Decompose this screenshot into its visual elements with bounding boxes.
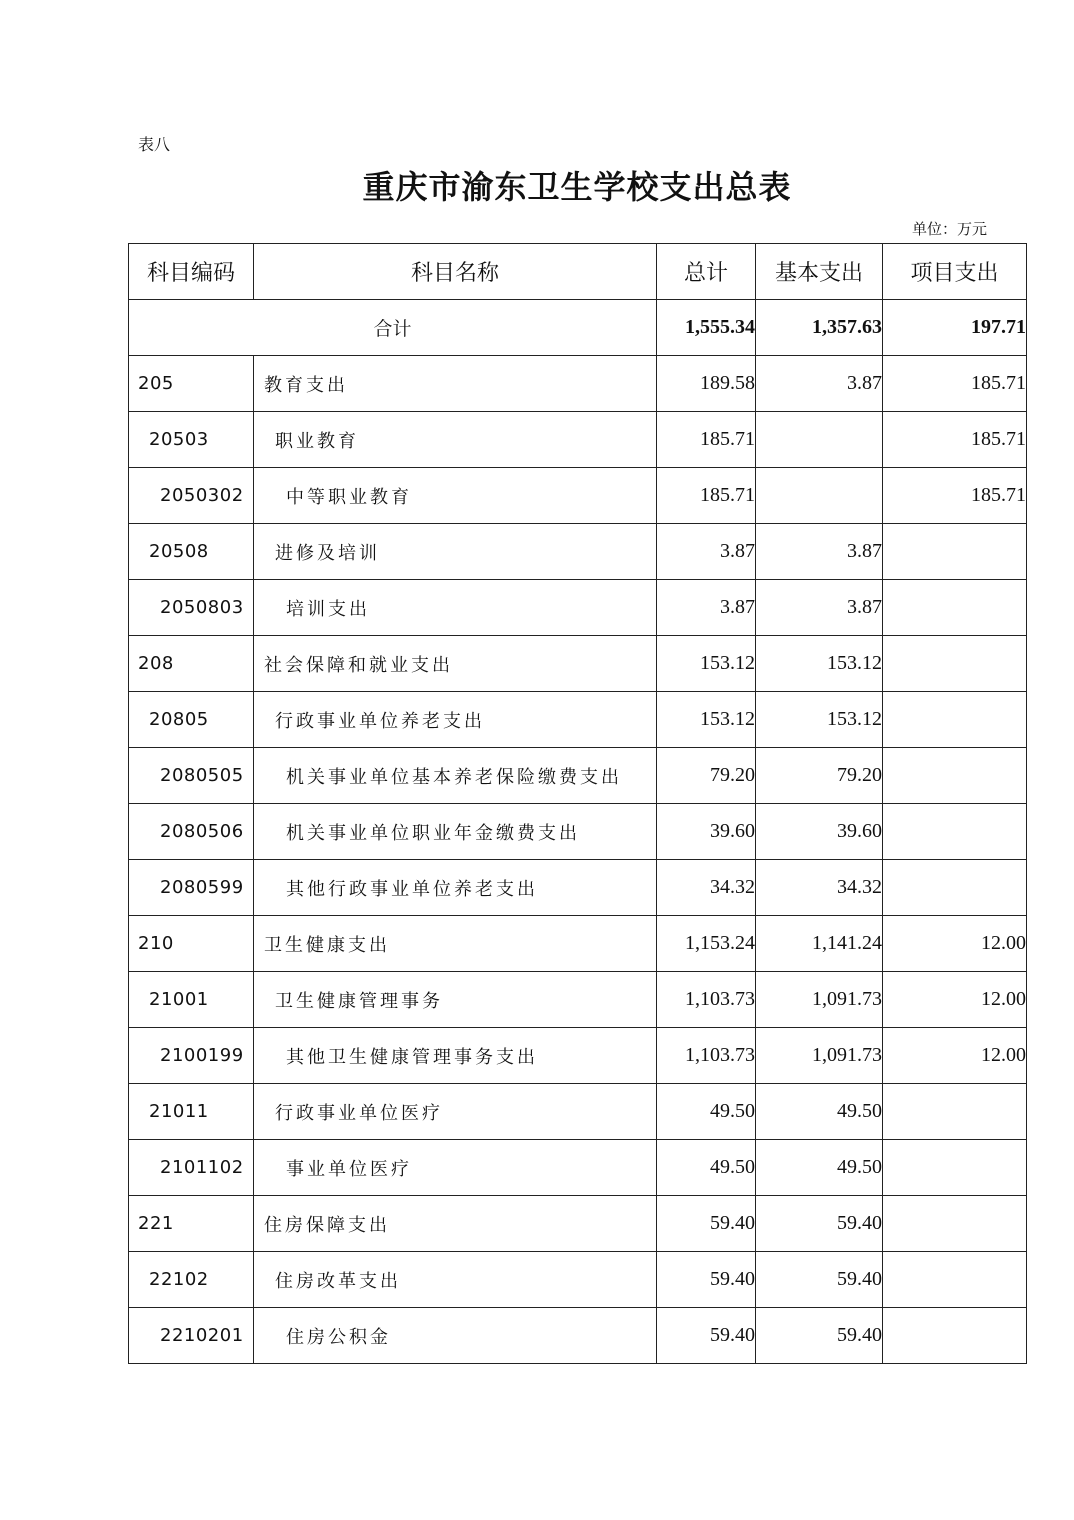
column-header-basic: 基本支出 [756,244,883,300]
row-basic: 59.40 [756,1308,883,1364]
row-name: 机关事业单位基本养老保险缴费支出 [254,748,657,804]
total-row [129,300,1027,356]
row-total: 49.50 [657,1084,756,1140]
row-code: 2050803 [129,580,254,636]
row-total: 153.12 [657,692,756,748]
row-total: 153.12 [657,636,756,692]
row-total: 79.20 [657,748,756,804]
table-row [129,692,1027,748]
total-row-project: 197.71 [883,300,1027,356]
table-row [129,356,1027,412]
page-title: 重庆市渝东卫生学校支出总表 [362,168,792,206]
row-code: 20508 [129,524,254,580]
table-row [129,412,1027,468]
row-total: 49.50 [657,1140,756,1196]
row-project: 185.71 [883,468,1027,524]
row-name: 社会保障和就业支出 [254,636,657,692]
table-row [129,972,1027,1028]
row-code: 20805 [129,692,254,748]
row-total: 3.87 [657,580,756,636]
table-row [129,1252,1027,1308]
row-name: 其他行政事业单位养老支出 [254,860,657,916]
row-code: 2210201 [129,1308,254,1364]
row-basic: 3.87 [756,524,883,580]
table-row [129,1196,1027,1252]
row-total: 189.58 [657,356,756,412]
row-project [883,804,1027,860]
row-basic: 1,091.73 [756,1028,883,1084]
row-basic: 39.60 [756,804,883,860]
row-basic: 49.50 [756,1140,883,1196]
row-basic: 3.87 [756,356,883,412]
total-row-basic: 1,357.63 [756,300,883,356]
table-row [129,1308,1027,1364]
row-total: 39.60 [657,804,756,860]
table-header-row [129,244,1027,300]
row-code: 20503 [129,412,254,468]
row-total: 3.87 [657,524,756,580]
row-name: 职业教育 [254,412,657,468]
row-project [883,580,1027,636]
row-basic: 59.40 [756,1252,883,1308]
table-row [129,916,1027,972]
row-total: 59.40 [657,1196,756,1252]
row-basic: 59.40 [756,1196,883,1252]
row-code: 205 [129,356,254,412]
row-total: 59.40 [657,1252,756,1308]
row-name: 住房保障支出 [254,1196,657,1252]
row-code: 2101102 [129,1140,254,1196]
row-basic [756,412,883,468]
row-code: 21011 [129,1084,254,1140]
row-name: 培训支出 [254,580,657,636]
column-header-project: 项目支出 [883,244,1027,300]
row-basic: 153.12 [756,692,883,748]
unit-label: 单位：万元 [912,220,988,238]
column-header-name: 科目名称 [254,244,657,300]
row-project [883,860,1027,916]
row-project [883,1084,1027,1140]
total-row-label: 合计 [129,300,657,356]
row-code: 221 [129,1196,254,1252]
row-code: 2080505 [129,748,254,804]
row-project [883,1252,1027,1308]
row-name: 中等职业教育 [254,468,657,524]
column-header-code: 科目编码 [129,244,254,300]
table-row [129,524,1027,580]
row-project [883,692,1027,748]
row-code: 2100199 [129,1028,254,1084]
row-code: 21001 [129,972,254,1028]
row-total: 59.40 [657,1308,756,1364]
total-row-total: 1,555.34 [657,300,756,356]
row-name: 行政事业单位养老支出 [254,692,657,748]
row-project: 12.00 [883,972,1027,1028]
row-project: 185.71 [883,412,1027,468]
row-total: 1,103.73 [657,972,756,1028]
row-project: 185.71 [883,356,1027,412]
table-row [129,580,1027,636]
row-code: 2080506 [129,804,254,860]
row-basic: 34.32 [756,860,883,916]
row-name: 教育支出 [254,356,657,412]
row-code: 208 [129,636,254,692]
row-code: 2050302 [129,468,254,524]
row-name: 住房改革支出 [254,1252,657,1308]
row-name: 住房公积金 [254,1308,657,1364]
row-code: 2080599 [129,860,254,916]
expenditure-table [128,243,1027,1364]
row-basic: 79.20 [756,748,883,804]
row-project [883,1140,1027,1196]
row-code: 22102 [129,1252,254,1308]
row-basic [756,468,883,524]
row-project [883,636,1027,692]
row-total: 1,153.24 [657,916,756,972]
row-basic: 153.12 [756,636,883,692]
row-total: 34.32 [657,860,756,916]
row-project [883,524,1027,580]
table-row [129,636,1027,692]
row-basic: 1,141.24 [756,916,883,972]
row-project: 12.00 [883,1028,1027,1084]
row-name: 进修及培训 [254,524,657,580]
table-row [129,860,1027,916]
row-basic: 1,091.73 [756,972,883,1028]
row-name: 行政事业单位医疗 [254,1084,657,1140]
table-row [129,468,1027,524]
table-row [129,804,1027,860]
row-name: 机关事业单位职业年金缴费支出 [254,804,657,860]
row-name: 卫生健康支出 [254,916,657,972]
row-basic: 49.50 [756,1084,883,1140]
row-name: 事业单位医疗 [254,1140,657,1196]
row-project [883,1196,1027,1252]
table-row [129,1140,1027,1196]
row-total: 185.71 [657,468,756,524]
row-total: 1,103.73 [657,1028,756,1084]
row-project [883,1308,1027,1364]
row-total: 185.71 [657,412,756,468]
row-name: 卫生健康管理事务 [254,972,657,1028]
row-code: 210 [129,916,254,972]
row-project: 12.00 [883,916,1027,972]
column-header-total: 总计 [657,244,756,300]
row-basic: 3.87 [756,580,883,636]
table-row [129,1028,1027,1084]
table-row [129,1084,1027,1140]
row-project [883,748,1027,804]
table-number: 表八 [138,135,171,154]
table-row [129,748,1027,804]
row-name: 其他卫生健康管理事务支出 [254,1028,657,1084]
